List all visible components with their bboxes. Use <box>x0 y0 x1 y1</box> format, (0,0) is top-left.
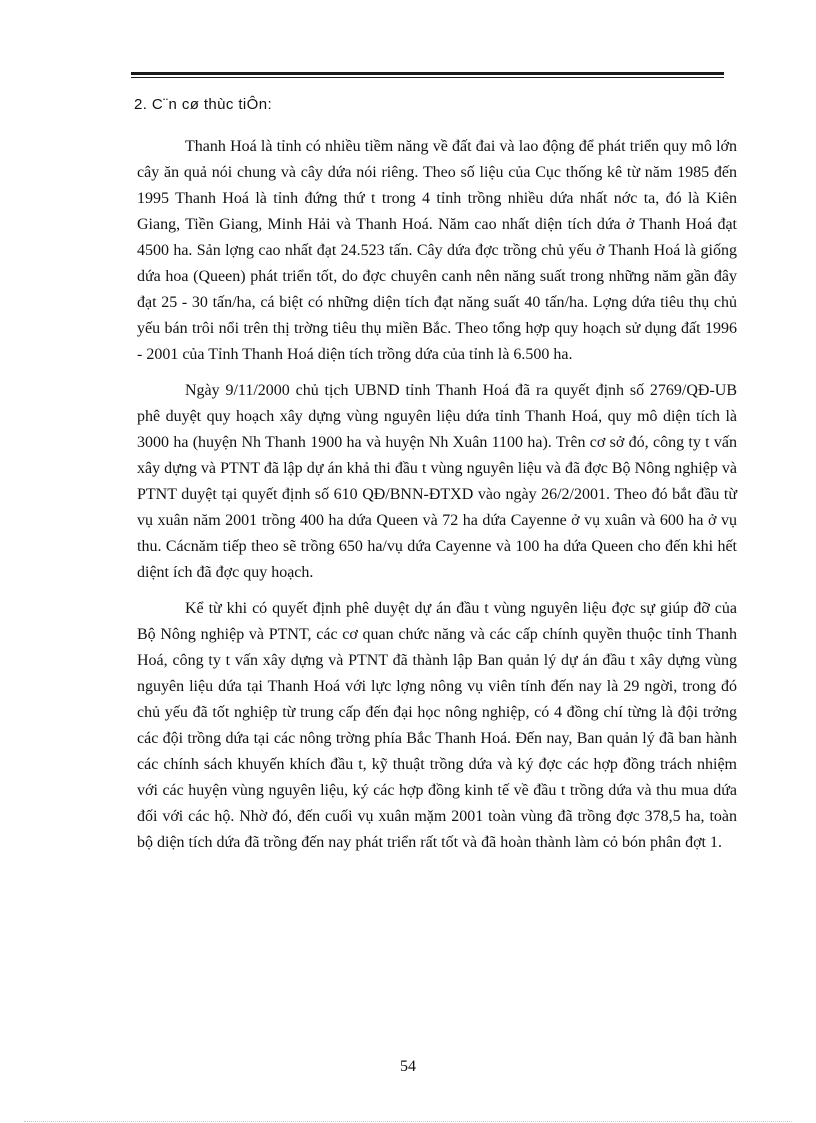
paragraph-3: Kể từ khi có quyết định phê duyệt dự án đầu t vùng nguyên liệu đợc sự giúp đỡ của Bộ Nông nghiệp và PTNT, các cơ quan chức năng và các cấp chính quyền thuộc tỉnh Thanh Hoá, công ty t vấn xây dựng và PTNT đã thành lập Ban quản lý dự án đầu t xây dựng vùng nguyên liệu dứa tại Thanh Hoá với lực lợng nông vụ viên tính đến nay là 29 ngời, trong đó chủ yếu đã tốt nghiệp từ trung cấp đến đại học nông nghiệp, có 4 đồng chí từng là đội trởng các đội trồng dứa tại các nông trờng phía Bắc Thanh Hoá. Đến nay, Ban quản lý đã ban hành các chính sách khuyến khích đầu t, kỹ thuật trồng dứa và ký đợc các hợp đồng trách nhiệm với các huyện vùng nguyên liệu, ký các hợp đồng kinh tế về đầu t trồng dứa và thu mua dứa đối với các hộ. Nhờ đó, đến cuối vụ xuân mặm 2001 toàn vùng đã trồng đợc 378,5 ha, toàn bộ diện tích dứa đã trồng đến nay phát triển rất tốt và đã hoàn thành làm cỏ bón phân đợt 1. <box>137 600 737 851</box>
section-heading: 2. C¨n cø thùc tiÔn: <box>134 96 273 113</box>
body-text <box>137 134 737 866</box>
page-bottom-edge <box>24 1121 792 1122</box>
paragraph-1: Thanh Hoá là tỉnh có nhiều tiềm năng về đất đai và lao động để phát triển quy mô lớn cây ăn quả nói chung và cây dứa nói riêng. Theo số liệu của Cục thống kê từ năm 1985 đến 1995 Thanh Hoá là tỉnh đứng thứ t trong 4 tỉnh trồng nhiều dứa nhất nớc ta, đó là Kiên Giang, Tiền Giang, Minh Hải và Thanh Hoá. Năm cao nhất diện tích dứa ở Thanh Hoá đạt 4500 ha. Sản lợng cao nhất đạt 24.523 tấn. Cây dứa đợc trồng chủ yếu ở Thanh Hoá là giống dứa hoa (Queen) phát triển tốt, do đợc chuyên canh nên năng suất trong những năm gần đây đạt 25 - 30 tấn/ha, cá biệt có những diện tích đạt năng suất 40 tấn/ha. Lợng dứa tiêu thụ chủ yếu bán trôi nổi trên thị trờng tiêu thụ miền Bắc. Theo tổng hợp quy hoạch sử dụng đất 1996 - 2001 của Tỉnh Thanh Hoá diện tích trồng dứa của tỉnh là 6.500 ha. <box>137 138 737 363</box>
paragraph-2: Ngày 9/11/2000 chủ tịch UBND tỉnh Thanh Hoá đã ra quyết định số 2769/QĐ-UB phê duyệt quy hoạch xây dựng vùng nguyên liệu dứa tỉnh Thanh Hoá, quy mô diện tích là 3000 ha (huyện Nh Thanh 1900 ha và huyện Nh Xuân 1100 ha). Trên cơ sở đó, công ty t vấn xây dựng và PTNT đã lập dự án khả thi đầu t vùng nguyên liệu và đã đợc Bộ Nông nghiệp và PTNT duyệt tại quyết định số 610 QĐ/BNN-ĐTXD vào ngày 26/2/2001. Theo đó bắt đầu từ vụ xuân năm 2001 trồng 400 ha dứa Queen và 72 ha dứa Cayenne ở vụ xuân và 600 ha ở vụ thu. Cácnăm tiếp theo sẽ trồng 650 ha/vụ dứa Cayenne và 100 ha dứa Queen cho đến khi hết diệnt ích đã đợc quy hoạch. <box>137 382 737 581</box>
header-rule <box>131 72 724 78</box>
page-number: 54 <box>400 1058 416 1075</box>
